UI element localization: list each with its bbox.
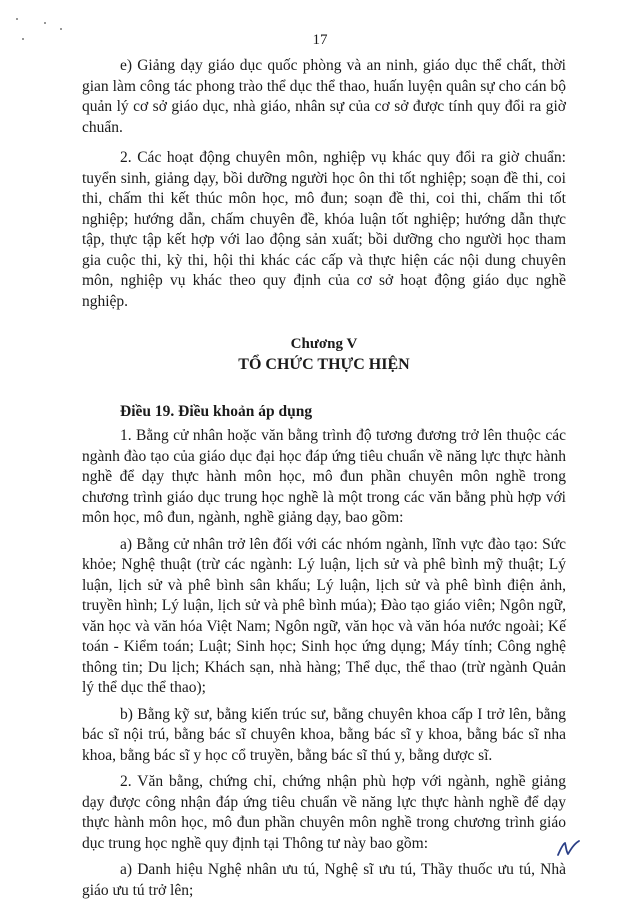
chapter-heading	[82, 334, 566, 376]
chapter-label: Chương V	[290, 336, 358, 352]
article-clause-2a: a) Danh hiệu Nghệ nhân ưu tú, Nghệ sĩ ưu tú, Thầy thuốc ưu tú, Nhà giáo ưu tú trở lên;	[82, 861, 566, 899]
document-body	[82, 56, 566, 907]
initial-signature	[556, 838, 582, 860]
article-clause-1a: a) Bằng cử nhân trở lên đối với các nhóm ngành, lĩnh vực đào tạo: Sức khỏe; Nghệ thuật (trừ các ngành: Lý luận, lịch sử và phê bình mỹ thuật; Lý luận, lịch sử và phê bình sân khấu; Lý luận, lịch sử và phê bình điện ảnh, truyền hình; Lý luận, lịch sử và phê bình múa); Đào tạo giáo viên; Ngôn ngữ, văn học và văn hóa Việt Nam; Ngôn ngữ, văn học và văn hóa nước ngoài; Kế toán - Kiểm toán; Luật; Sinh học; Sinh học ứng dụng; Máy tính; Công nghệ thông tin; Du lịch; Khách sạn, nhà hàng; Thể dục, thể thao (trừ ngành Quản lý thể dục thể thao);	[82, 535, 566, 696]
page-number: 17	[312, 32, 328, 48]
paragraph-e-defense-education: e) Giảng dạy giáo dục quốc phòng và an ninh, giáo dục thể chất, thời gian làm công tác phong trào thể dục thể thao, huấn luyện quân sự cho cán bộ quản lý cơ sở giáo dục, nhà giáo, nhân sự của cơ sở được tính quy đổi ra giờ chuẩn.	[82, 57, 566, 136]
article-clause-1b: b) Bằng kỹ sư, bằng kiến trúc sư, bằng chuyên khoa cấp I trở lên, bằng bác sĩ nội trú, bằng bác sĩ chuyên khoa, bằng bác sĩ y khoa, bằng bác sĩ nha khoa, bằng bác sĩ y học cổ truyền, bằng bác sĩ thú y, bằng dược sĩ.	[82, 705, 566, 764]
chapter-title: TỔ CHỨC THỰC HIỆN	[238, 356, 410, 373]
paragraph-other-activities: 2. Các hoạt động chuyên môn, nghiệp vụ khác quy đổi ra giờ chuẩn: tuyển sinh, giảng dạy, bồi dưỡng người học ôn thi tốt nghiệp; soạn đề thi, coi thi, chấm thi kết thúc môn học, mô đun; soạn đề thi, coi thi, chấm thi tốt nghiệp; hướng dẫn, chấm chuyên đề, khóa luận tốt nghiệp; hướng dẫn thực tập, thực tập kết hợp với lao động sản xuất; bồi dưỡng cho người học tham gia cuộc thi, kỳ thi, hội thi khác các cấp và thực hiện các nội dung chuyên môn, nghiệp vụ khác theo quy định của cơ sở hoạt động giáo dục nghề nghiệp.	[82, 149, 566, 310]
article-clause-1: 1. Bằng cử nhân hoặc văn bằng trình độ tương đương trở lên thuộc các ngành đào tạo của giáo dục đại học đáp ứng tiêu chuẩn về năng lực thực hành nghề để dạy thực hành môn học, mô đun phần chuyên môn nghề trong chương trình giáo dục trung học nghề là một trong các văn bằng phù hợp với môn học, mô đun, ngành, nghề giảng dạy, bao gồm:	[82, 427, 566, 526]
article-heading: Điều 19. Điều khoản áp dụng	[120, 403, 313, 420]
article-clause-2: 2. Văn bằng, chứng chỉ, chứng nhận phù hợp với ngành, nghề giảng dạy được công nhận đáp ứng tiêu chuẩn về năng lực thực hành nghề để dạy thực hành môn học, mô đun phần chuyên môn nghề trong chương trình giáo dục trung học nghề quy định tại Thông tư này bao gồm:	[82, 773, 566, 852]
